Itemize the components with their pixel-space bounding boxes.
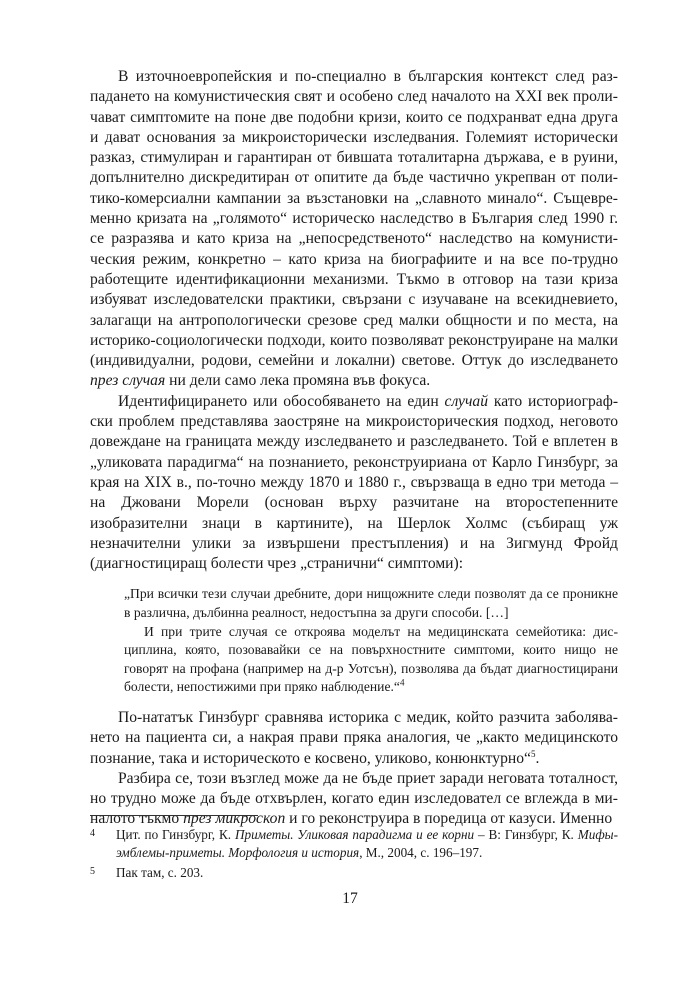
italic-run: през микроскоп <box>183 810 286 828</box>
italic-run: Мифы-эмблемы-приметы. Морфология и история <box>116 827 618 860</box>
footnote-text <box>116 864 618 882</box>
footnotes <box>90 826 618 884</box>
footnote-text <box>116 826 618 862</box>
footnote-5 <box>90 864 618 882</box>
footnote-ref: 5 <box>530 748 536 759</box>
paragraph-3 <box>90 708 618 769</box>
block-quote <box>90 585 618 697</box>
text-run: По-нататък Гинзбург сравнява историка с медик, който разчита заболяването на пациента си, а накрая прави пряка аналогия, че „както медицинското познание, така и историческото е косвено, уликово, конюнктурно“ <box>90 708 618 767</box>
footnote-number: 4 <box>90 828 95 839</box>
text-run: , М., 2004, с. 196–197. <box>359 845 483 860</box>
italic-run: случай <box>444 392 489 410</box>
paragraph-1 <box>90 67 618 392</box>
text-run: – В: Гинзбург, К. <box>474 827 578 842</box>
italic-run: през случая <box>90 372 166 390</box>
paragraph-4 <box>90 769 618 830</box>
paragraph-2 <box>90 392 618 575</box>
text-run: и го реконструира в поредица от казуси. Именно <box>285 810 613 828</box>
text-run: ни дели само лека промяна във фокуса. <box>165 372 431 390</box>
footnote-divider <box>90 815 258 816</box>
italic-run: Приметы. Уликовая парадигма и ее корни <box>234 827 475 842</box>
page-number: 17 <box>342 890 358 907</box>
quote-line-2: И при трите случая се откроява моделът на медицинската семейотика: дисциплина, която, позовавайки се на повърхностните симптоми, които нищо не говорят на профана (например на д-р Уотсън), позволява да бъдат диагностицирани болести, непостижими при пряко наблюдение.“$^4$ <box>124 623 618 695</box>
footnote-number: 5 <box>90 866 95 877</box>
text-run: Цит. по Гинзбург, К. <box>116 827 235 842</box>
text-run: В източноевропейския и по-специално в българския контекст след разпадането на комунистическия свят и особено след началото на XXI век проличават симптомите на поне две подобни кризи, които се подхранват една друга и дават основания за микроисторически изследвания. Големият исторически разказ, стимулиран и гарантиран от бившата тоталитарна държава, е в руини, допълнително дискредитиран от опитите да бъде частично укрепван от политико-комерсиални кампании за възстановки на „славното минало“. Същевременно кризата на „голямото“ историческо наследство в България след 1990 г. се разразява и като криза на „непосредственото“ наследство на комунистическия режим, конкретно – като криза на биографиите и на все по-трудно работещите идентификационни механизми. Тъкмо в отговор на тази криза избуяват изследователски практики, свързани с изучаване на всекидневието, залагащи на антропологически срезове сред малки общности и по места, на историко-социологически подходи, които позволяват реконструиране на малки (индивидуални, родови, семейни и локални) светове. Оттук до изследването <box>90 68 618 370</box>
text-run: като историографски проблем представлява заостряне на микроисторическия подход, неговото довеждане на границата между изследването и разследването. Той е вплетен в „уликовата парадигма“ на познанието, реконструириана от Карло Гинзбург, за края на XIX в., по-точно между 1870 и 1880 г., свързваща в едно три метода – на Джовани Морели (основан върху разчитане на второстепенните изобразителни знаци в картините), на Шерлок Холмс (събиращ уж незначителни улики за извършени престъпления) и на Зигмунд Фройд (диагностициращ болести чрез „странични“ симптоми): <box>90 392 619 573</box>
quote-line-1: „При всички тези случаи дребните, дори нищожните следи позволят да се проникне в различна, дълбинна реалност, недостъпна за други способи. […] <box>124 586 618 621</box>
text-run: . <box>535 749 540 767</box>
main-text <box>90 67 618 830</box>
footnote-4 <box>90 826 618 862</box>
text-run: Идентифицирането или обособяването на един <box>118 392 445 410</box>
text-run: Пак там, с. 203. <box>116 865 204 880</box>
footnote-ref-4: 4 <box>399 677 405 688</box>
text-run: Разбира се, този възглед може да не бъде приет заради неговата тоталност, но трудно може да бъде отхвърлен, когато един изследовател се вглежда в миналото тъкмо <box>90 769 618 828</box>
